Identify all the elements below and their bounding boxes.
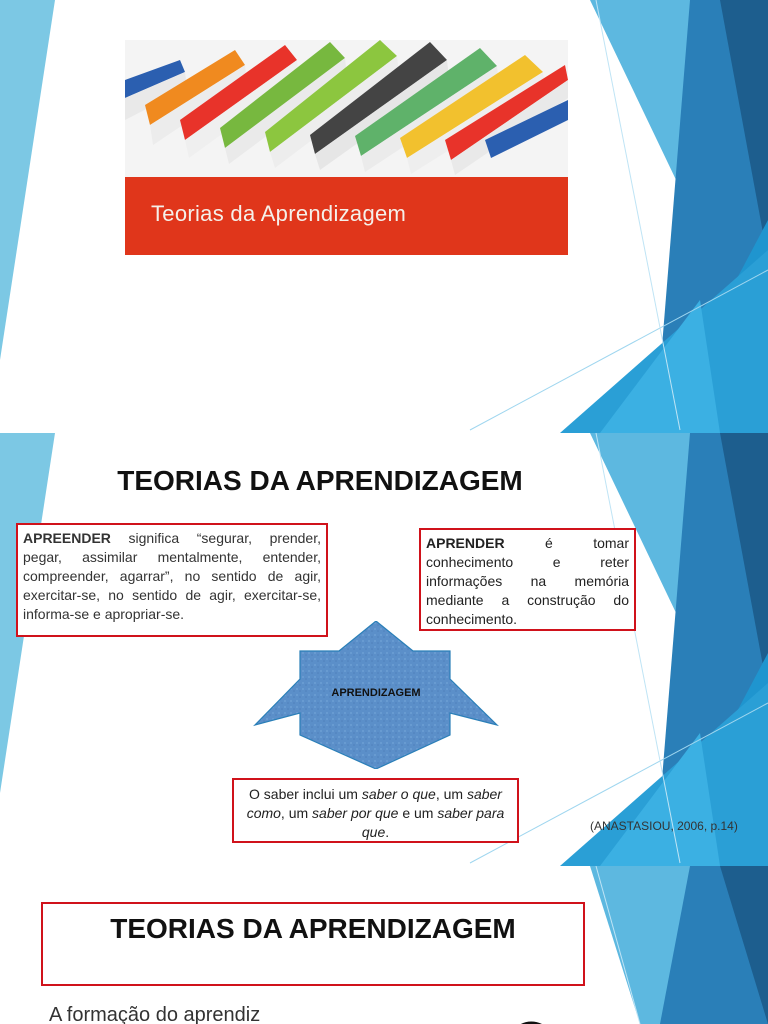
saber-text-2: , um xyxy=(435,786,467,802)
apreender-definition-box xyxy=(16,523,328,637)
slide-3 xyxy=(0,866,768,1024)
aprender-text: é tomar conhecimento e reter informações na memória mediante a construção do conhecimento. xyxy=(426,535,629,627)
banner-title: Teorias da Aprendizagem xyxy=(151,201,407,226)
saber-box xyxy=(232,778,519,843)
saber-text-5: . xyxy=(385,824,390,840)
books-icon xyxy=(125,40,568,177)
title-banner xyxy=(125,40,568,255)
slide-title-box xyxy=(41,902,585,986)
citation: (ANASTASIOU, 2006, p.14) xyxy=(590,819,738,833)
apreender-term: APREENDER xyxy=(23,530,111,546)
saber-text-1: O saber inclui um xyxy=(249,786,362,802)
saber-em-3: saber por que xyxy=(312,805,399,821)
saber-em-1: saber o que xyxy=(361,786,436,802)
saber-em-4: saber para que xyxy=(361,805,505,840)
aprender-definition-box xyxy=(419,528,636,631)
slide-2 xyxy=(0,433,768,866)
aprender-term: APRENDER xyxy=(426,535,505,551)
star-label: APRENDIZAGEM xyxy=(331,687,421,699)
slide-1 xyxy=(0,0,768,433)
partial-graphic-icon xyxy=(512,1016,552,1024)
saber-text-4: e um xyxy=(398,805,438,821)
slide-title: TEORIAS DA APRENDIZAGEM xyxy=(110,913,516,944)
slide-body-text: A formação do aprendiz xyxy=(49,1004,261,1024)
saber-em-2: saber como xyxy=(246,786,502,821)
slide-title: TEORIAS DA APRENDIZAGEM xyxy=(117,465,523,496)
saber-text-3: , um xyxy=(280,805,313,821)
apreender-text: significa “segurar, prender, pegar, assimilar mentalmente, entender, compreender, agarrar”, no sentido de agir, exercitar-se, no sentido de agir, exercitar-se, informa-se e apropriar-se. xyxy=(23,530,321,622)
